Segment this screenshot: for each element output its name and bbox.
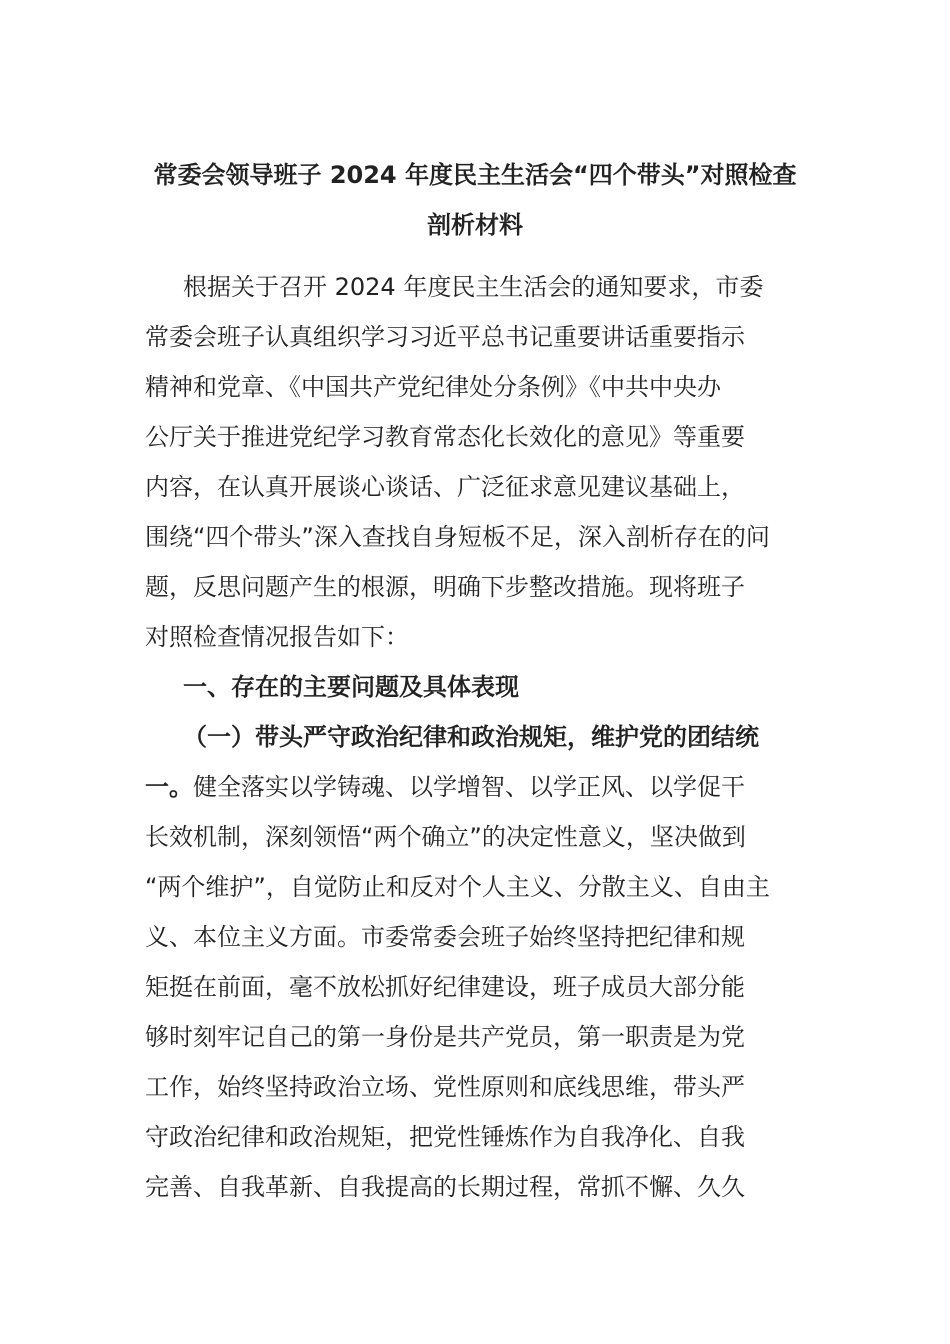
intro-line: 常委会班子认真组织学习习近平总书记重要讲话重要指示 [145,323,745,351]
subsection-heading: （一）带头严守政治纪律和政治规矩，维护党的团结统 [183,723,759,751]
document-title-line-2: 剖析材料 [427,211,523,239]
body-line: “两个维护”，自觉防止和反对个人主义、分散主义、自由主 [145,873,770,901]
intro-line: 题，反思问题产生的根源，明确下步整改措施。现将班子 [145,573,745,601]
intro-line: 内容，在认真开展谈心谈话、广泛征求意见建议基础上， [145,473,745,501]
intro-line: 根据关于召开 2024 年度民主生活会的通知要求，市委 [183,273,764,301]
body-line: 够时刻牢记自己的第一身份是共产党员，第一职责是为党 [145,1023,745,1051]
body-line: 工作，始终坚持政治立场、党性原则和底线思维，带头严 [145,1073,745,1101]
body-line: 义、本位主义方面。市委常委会班子始终坚持把纪律和规 [145,923,745,951]
body-line: 矩挺在前面，毫不放松抓好纪律建设，班子成员大部分能 [145,973,745,1001]
document-title-line-1: 常委会领导班子 2024 年度民主生活会“四个带头”对照检查 [153,161,797,189]
intro-line: 对照检查情况报告如下： [145,623,409,651]
subsection-heading-tail: 一。 [145,773,193,801]
intro-line: 公厅关于推进党纪学习教育常态化长效化的意见》等重要 [145,423,745,451]
body-text: 健全落实以学铸魂、以学增智、以学正风、以学促干 [193,773,745,801]
body-line [145,762,745,812]
body-line: 完善、自我革新、自我提高的长期过程，常抓不懈、久久 [145,1173,745,1201]
body-line: 长效机制，深刻领悟“两个确立”的决定性意义，坚决做到 [145,823,746,851]
section-heading: 一、存在的主要问题及具体表现 [183,673,519,701]
intro-line: 围绕“四个带头”深入查找自身短板不足，深入剖析存在的问 [145,523,770,551]
body-line: 守政治纪律和政治规矩，把党性锤炼作为自我净化、自我 [145,1123,745,1151]
intro-line: 精神和党章、《中国共产党纪律处分条例》《中共中央办 [145,373,721,401]
